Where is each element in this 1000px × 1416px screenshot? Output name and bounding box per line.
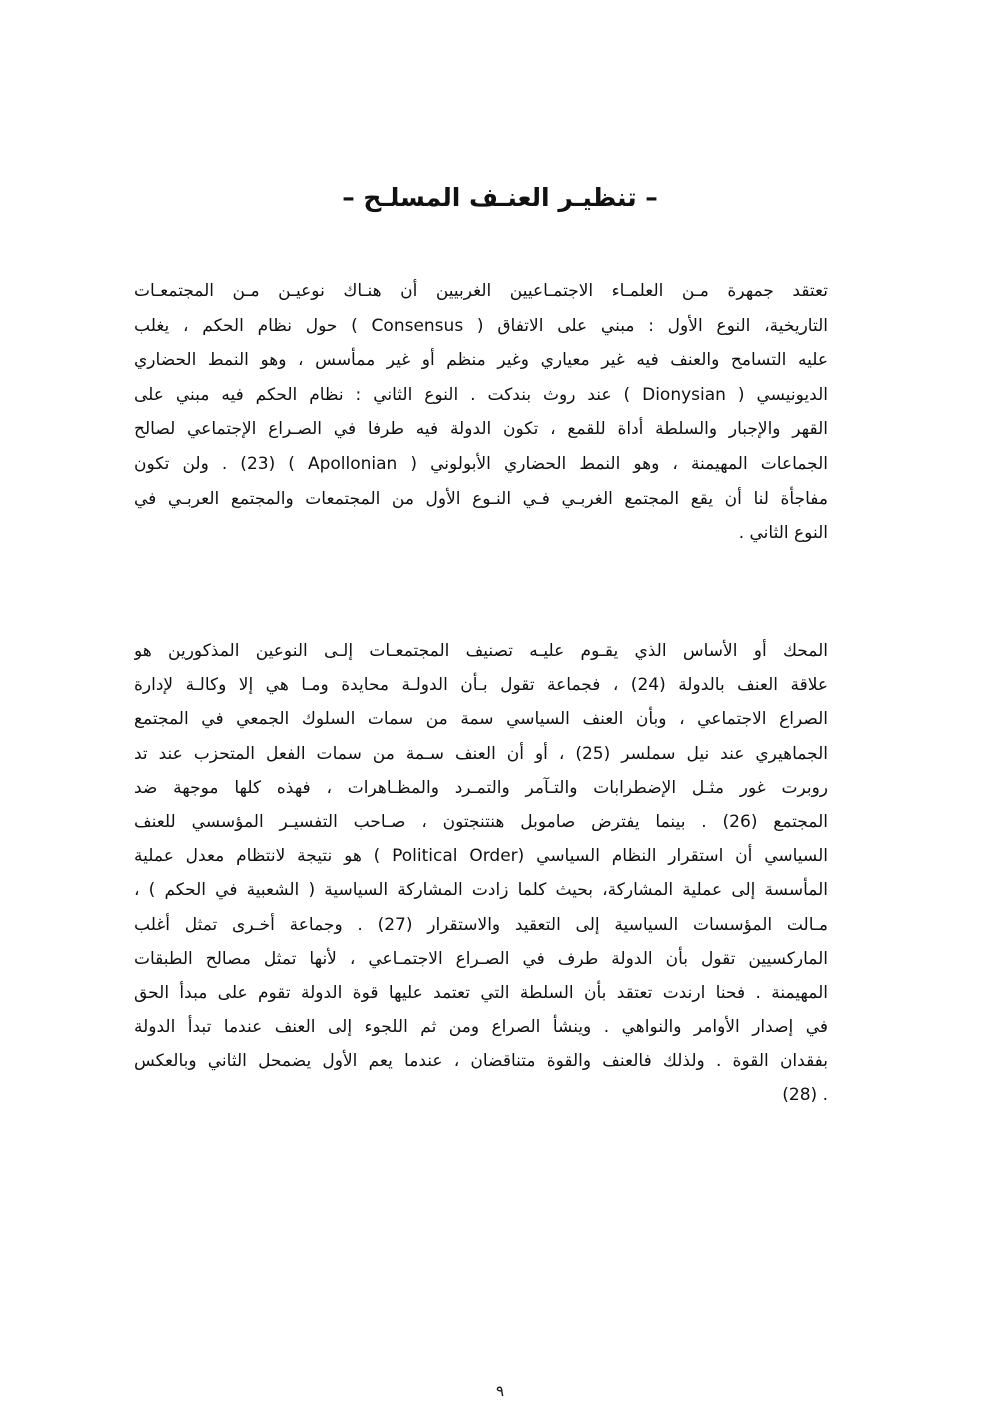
page-number: ٩ [495,1382,505,1400]
paragraph-line: المجتمع (26) . بينما يفترض صاموبل هنتنجتون ، صـاحب التفسيـر المؤسسي للعنف [134,811,828,832]
page-title: – تنظيـر العنـف المسلـح – [342,183,658,212]
paragraph-line: مفاجأة لنا أن يقع المجتمع الغربـي فـي النـوع الأول من المجتمعات والمجتمع العربـي في [134,488,828,509]
paragraph-line: الديونيسي ( Dionysian ) عند روث بندكت . النوع الثاني : نظام الحكم فيه مبني على [134,384,828,405]
paragraph-line: المأسسة إلى عملية المشاركة، بحيث كلما زادت المشاركة السياسية ( الشعبية في الحكم ) ، [134,880,828,901]
paragraph-line: . (28) [782,1085,828,1106]
paragraph-line: الجماعات المهيمنة ، وهو النمط الحضاري الأبولوني ( Apollonian ) (23) . ولن تكون [134,453,828,474]
paragraph-line: عليه التسامح والعنف فيه غير معياري وغير منظم أو غير ممأسس ، وهو النمط الحضاري [134,350,828,371]
paragraph-1 [134,274,828,551]
paragraph-line: القهر والإجبار والسلطة أداة للقمع ، تكون الدولة فيه طرفا في الصـراع الإجتماعي لصالح [134,419,828,440]
paragraph-line: في إصدار الأوامر والنواهي . وينشأ الصراع ومن ثم اللجوء إلى العنف عندما تبدأ الدولة [134,1017,828,1038]
paragraph-line: تعتقد جمهرة مـن العلمـاء الاجتمـاعيين الغربيين أن هنـاك نوعيـن مـن المجتمعـات [134,281,828,301]
paragraph-line: مـالت المؤسسات السياسية إلى التعقيد والاستقرار (27) . وجماعة أخـرى تمثل أغلب [134,914,828,935]
paragraph-line: بفقدان القوة . ولذلك فالعنف والقوة متناقضان ، عندما يعم الأول يضمحل الثاني وبالعكس [134,1051,828,1072]
paragraph-line: التاريخية، النوع الأول : مبني على الاتفاق ( Consensus ) حول نظام الحكم ، يغلب [134,315,828,336]
paragraph-line: علاقة العنف بالدولة (24) ، فجماعة تقول بـأن الدولـة محايدة ومـا هي إلا وكالـة لإدارة [134,675,828,696]
paragraph-line: الجماهيري عند نيل سملسر (25) ، أو أن العنف سـمة من سمات الفعل المتحزب عند تد [134,743,828,764]
paragraph-line: النوع الثاني . [738,523,828,544]
paragraph-line: الماركسيين تقول بأن الدولة طرف في الصـراع الاجتمـاعي ، لأنها تمثل مصالح الطبقات [134,948,828,969]
paragraph-line: روبرت غور مثـل الإضطرابات والتـآمر والتمـرد والمظـاهرات ، فهذه كلها موجهة ضد [134,777,828,798]
paragraph-2 [134,634,828,1113]
paragraph-line: المحك أو الأساس الذي يقـوم عليـه تصنيف المجتمعـات إلـى النوعين المذكورين هو [134,641,828,661]
paragraph-line: الصراع الاجتماعي ، وبأن العنف السياسي سمة من سمات السلوك الجمعي في المجتمع [134,709,828,730]
paragraph-line: المهيمنة . فحنا ارندت تعتقد بأن السلطة التي تعتمد عليها قوة الدولة تقوم على مبدأ الحق [134,982,828,1003]
paragraph-line: السياسي أن استقرار النظام السياسي (Political Order ) هو نتيجة لانتظام معدل عملية [134,846,828,867]
